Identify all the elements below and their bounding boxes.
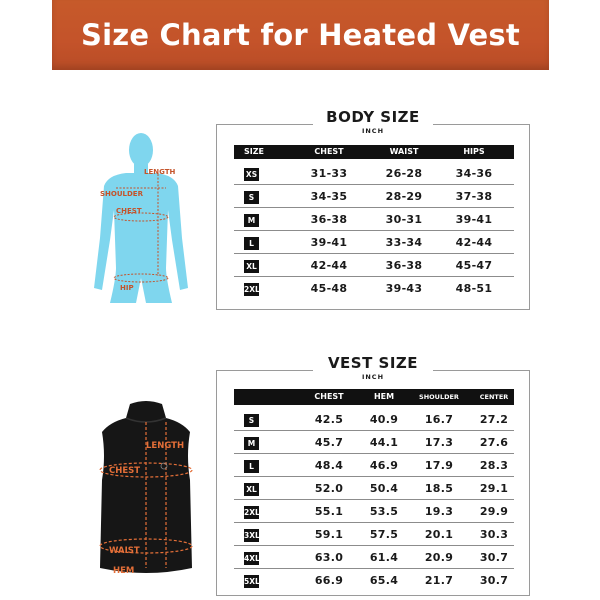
vest-size-title: VEST SIZE bbox=[313, 354, 433, 372]
back-value: 30.3 bbox=[479, 528, 509, 541]
hem-value: 46.9 bbox=[369, 459, 399, 472]
body-figure-illustration bbox=[86, 128, 196, 328]
row-divider bbox=[234, 522, 514, 523]
row-divider bbox=[234, 476, 514, 477]
table-row bbox=[234, 524, 514, 546]
back-value: 29.1 bbox=[479, 482, 509, 495]
hem-value: 44.1 bbox=[369, 436, 399, 449]
shoulder-value: 16.7 bbox=[424, 413, 454, 426]
chest-value: 55.1 bbox=[314, 505, 344, 518]
chest-value: 66.9 bbox=[314, 574, 344, 587]
row-divider bbox=[234, 568, 514, 569]
chest-value: 52.0 bbox=[314, 482, 344, 495]
chest-value: 45.7 bbox=[314, 436, 344, 449]
table-row bbox=[234, 432, 514, 454]
size-badge: 5XL bbox=[244, 577, 260, 586]
shoulder-value: 19.3 bbox=[424, 505, 454, 518]
back-value: 29.9 bbox=[479, 505, 509, 518]
row-divider bbox=[234, 207, 514, 208]
table-row bbox=[234, 255, 514, 277]
waist-value: 33-34 bbox=[385, 236, 423, 249]
hips-value: 48-51 bbox=[455, 282, 493, 295]
table-row bbox=[234, 478, 514, 500]
size-badge: M bbox=[244, 214, 259, 227]
size-badge: 4XL bbox=[244, 554, 260, 563]
size-badge: S bbox=[244, 191, 259, 204]
shoulder-value: 20.1 bbox=[424, 528, 454, 541]
vest-label-hem: HEM bbox=[113, 566, 135, 576]
size-badge: 3XL bbox=[244, 531, 260, 540]
chest-value: 59.1 bbox=[314, 528, 344, 541]
figure-label-length: LENGTH bbox=[144, 168, 176, 176]
header-size: SIZE bbox=[243, 147, 264, 156]
back-value: 28.3 bbox=[479, 459, 509, 472]
shoulder-value: 17.9 bbox=[424, 459, 454, 472]
size-badge: S bbox=[244, 414, 259, 427]
size-badge: XL bbox=[244, 260, 259, 273]
shoulder-value: 17.3 bbox=[424, 436, 454, 449]
shoulder-value: 18.5 bbox=[424, 482, 454, 495]
hem-value: 57.5 bbox=[369, 528, 399, 541]
row-divider bbox=[234, 253, 514, 254]
chest-value: 42.5 bbox=[314, 413, 344, 426]
shoulder-value: 20.9 bbox=[424, 551, 454, 564]
table-row bbox=[234, 209, 514, 231]
figure-label-shoulder: SHOULDER bbox=[100, 190, 143, 198]
waist-value: 26-28 bbox=[385, 167, 423, 180]
waist-value: 36-38 bbox=[385, 259, 423, 272]
hips-value: 34-36 bbox=[455, 167, 493, 180]
header-chest: CHEST bbox=[314, 392, 344, 401]
hips-value: 39-41 bbox=[455, 213, 493, 226]
body-size-header-row bbox=[234, 145, 514, 159]
figure-label-chest: CHEST bbox=[116, 207, 142, 215]
table-row bbox=[234, 409, 514, 431]
hips-value: 42-44 bbox=[455, 236, 493, 249]
header-waist: WAIST bbox=[389, 147, 419, 156]
back-value: 27.6 bbox=[479, 436, 509, 449]
figure-label-hip: HIP bbox=[120, 284, 134, 292]
shoulder-value: 21.7 bbox=[424, 574, 454, 587]
back-value: 30.7 bbox=[479, 574, 509, 587]
size-badge: 2XL bbox=[244, 508, 260, 517]
hips-value: 45-47 bbox=[455, 259, 493, 272]
hem-value: 50.4 bbox=[369, 482, 399, 495]
title-banner bbox=[52, 0, 549, 70]
header-hem: HEM bbox=[373, 392, 395, 401]
hem-value: 61.4 bbox=[369, 551, 399, 564]
table-row bbox=[234, 547, 514, 569]
table-row bbox=[234, 278, 514, 300]
back-value: 27.2 bbox=[479, 413, 509, 426]
chest-value: 48.4 bbox=[314, 459, 344, 472]
row-divider bbox=[234, 430, 514, 431]
table-row bbox=[234, 570, 514, 592]
header-back-line1: CENTER bbox=[479, 393, 509, 401]
table-row bbox=[234, 232, 514, 254]
page-title: Size Chart for Heated Vest bbox=[81, 18, 520, 52]
chest-value: 42-44 bbox=[310, 259, 348, 272]
size-badge: XS bbox=[245, 170, 258, 179]
waist-value: 30-31 bbox=[385, 213, 423, 226]
hips-value: 37-38 bbox=[455, 190, 493, 203]
row-divider bbox=[234, 545, 514, 546]
header-hips: HIPS bbox=[463, 147, 485, 156]
size-badge: 2XL bbox=[244, 285, 260, 294]
size-badge: M bbox=[244, 437, 259, 450]
table-row bbox=[234, 186, 514, 208]
hem-value: 53.5 bbox=[369, 505, 399, 518]
table-row bbox=[234, 501, 514, 523]
waist-value: 39-43 bbox=[385, 282, 423, 295]
waist-value: 28-29 bbox=[385, 190, 423, 203]
chest-value: 36-38 bbox=[310, 213, 348, 226]
chest-value: 31-33 bbox=[310, 167, 348, 180]
header-back-line2: BACK bbox=[484, 407, 504, 415]
vest-size-header-row bbox=[234, 389, 514, 415]
vest-label-chest: CHEST bbox=[109, 466, 141, 476]
size-badge: L bbox=[244, 237, 259, 250]
table-row bbox=[234, 163, 514, 185]
vest-size-table-box bbox=[216, 354, 530, 596]
table-row bbox=[234, 455, 514, 477]
vest-figure-illustration bbox=[86, 396, 206, 586]
body-size-title: BODY SIZE bbox=[313, 108, 433, 126]
row-divider bbox=[234, 184, 514, 185]
chest-value: 45-48 bbox=[310, 282, 348, 295]
header-shoulder-line2: WIDTH bbox=[426, 407, 452, 415]
hem-value: 40.9 bbox=[369, 413, 399, 426]
back-value: 30.7 bbox=[479, 551, 509, 564]
body-size-table-box bbox=[216, 108, 530, 310]
row-divider bbox=[234, 276, 514, 277]
row-divider bbox=[234, 453, 514, 454]
vest-size-unit: INCH bbox=[361, 373, 385, 381]
size-badge: XL bbox=[244, 483, 259, 496]
row-divider bbox=[234, 499, 514, 500]
chest-value: 34-35 bbox=[310, 190, 348, 203]
header-shoulder-line1: SHOULDER bbox=[419, 393, 459, 401]
header-chest: CHEST bbox=[314, 147, 344, 156]
size-badge: L bbox=[244, 460, 259, 473]
hem-value: 65.4 bbox=[369, 574, 399, 587]
chest-value: 39-41 bbox=[310, 236, 348, 249]
body-size-unit: INCH bbox=[361, 127, 385, 135]
vest-label-length: LENGTH bbox=[146, 441, 185, 451]
row-divider bbox=[234, 230, 514, 231]
vest-label-waist: WAIST bbox=[109, 546, 140, 556]
chest-value: 63.0 bbox=[314, 551, 344, 564]
